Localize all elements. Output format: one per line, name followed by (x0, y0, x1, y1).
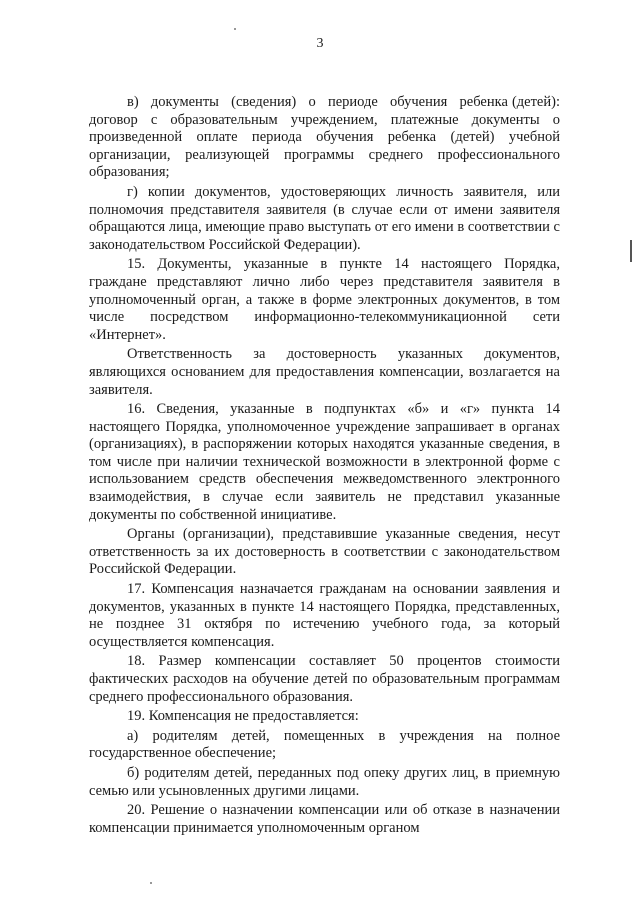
paragraph-19b: б) родителям детей, переданных под опеку других лиц, в приемную семью или усыновленных другими лицами. (89, 764, 560, 799)
paragraph-g-identity-docs: г) копии документов, удостоверяющих личность заявителя, или полномочия представителя заявителя (в случае если от имени заявителя обращаются лица, имеющие право выступать от его имени в соответствии с законодательством Российской Федерации). (89, 183, 560, 253)
paragraph-19-exclusions: 19. Компенсация не предоставляется: (127, 708, 359, 725)
page-number: 3 (316, 36, 324, 51)
paragraph-19a: а) родителям детей, помещенных в учреждения на полное государственное обеспечение; (89, 727, 560, 762)
scan-edge-mark (630, 240, 632, 262)
paragraph-responsibility: Ответственность за достоверность указанных документов, являющихся основанием для предоставления компенсации, возлагается на заявителя. (89, 346, 560, 398)
paragraph-organs-responsibility: Органы (организации), представившие указанные сведения, несут ответственность за их достоверность в соответствии с законодательством Российской Федерации. (89, 526, 560, 578)
paragraph-v-documents: в) документы (сведения) о периоде обучения ребенка (детей): договор с образовательным учреждением, платежные документы о произведенной оплате периода обучения ребенка (детей) учебной организации, реализующей программы среднего профессионального образования; (89, 94, 560, 181)
document-body (89, 94, 560, 839)
paragraph-17-assignment: 17. Компенсация назначается гражданам на основании заявления и документов, указанных в пункте 14 настоящего Порядка, представленных, не позднее 31 октября по истечению учебного года, за который осуществляется компенсация. (89, 581, 560, 650)
paragraph-20-decision: 20. Решение о назначении компенсации или об отказе в назначении компенсации принимается уполномоченным органом (89, 802, 560, 836)
scan-speck (234, 28, 236, 30)
paragraph-15-submission: 15. Документы, указанные в пункте 14 настоящего Порядка, граждане представляют лично либо через представителя заявителя в уполномоченный орган, а также в форме электронных документов, в том числе посредством информационно-телекоммуникационной сети «Интернет». (89, 256, 560, 343)
scan-speck (150, 882, 152, 884)
paragraph-16-requests: 16. Сведения, указанные в подпунктах «б» и «г» пункта 14 настоящего Порядка, уполномоченное учреждение запрашивает в органах (организациях), в распоряжении которых находятся указанные сведения, в том числе при наличии технической возможности в электронной форме с использованием средств обеспечения межведомственного электронного взаимодействия, в случае если заявитель не представил указанные документы по собственной инициативе. (89, 401, 560, 523)
paragraph-18-amount: 18. Размер компенсации составляет 50 процентов стоимости фактических расходов на обучение детей по образовательным программам среднего профессионального образования. (89, 653, 560, 705)
